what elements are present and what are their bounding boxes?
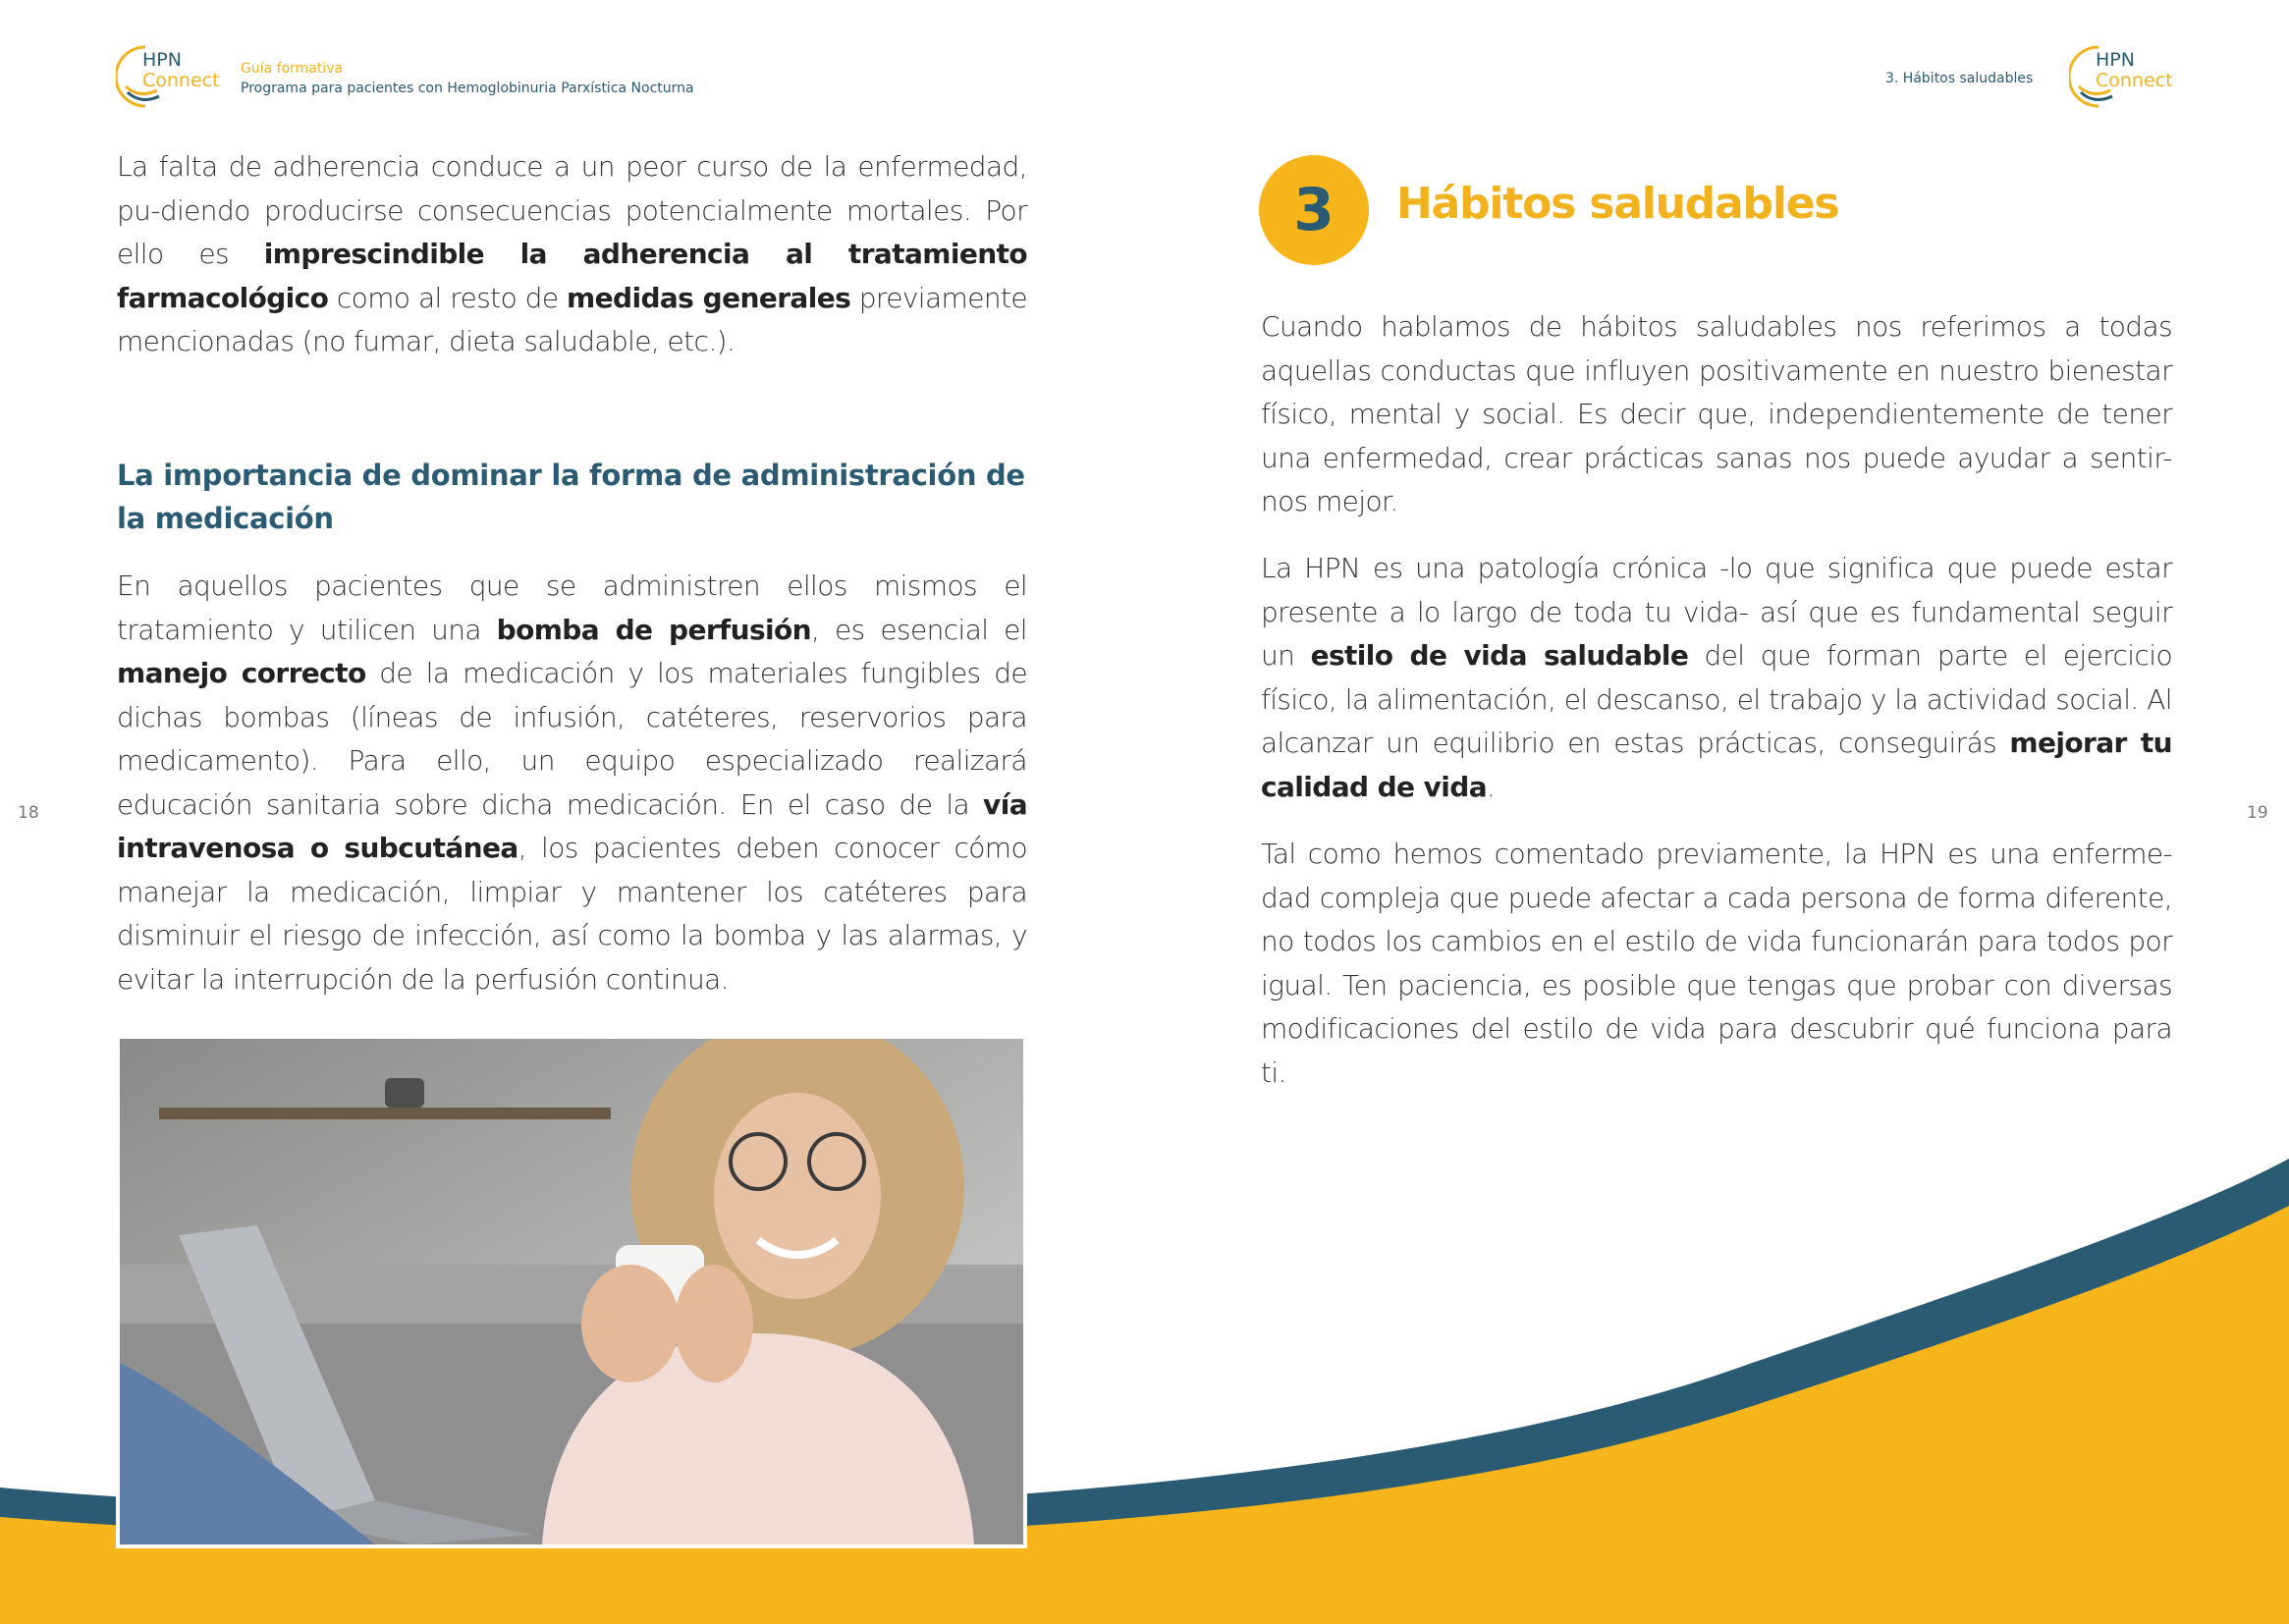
text-span: de la medicación y los materiales fungibles de dichas bombas (líneas de infusión, catéteres, reservorios para medicamento). Para ello, un equipo especializado realizará educación sanitaria sobre dicha medicación. En el caso de la (117, 657, 1027, 821)
text-span: como al resto de (328, 281, 568, 314)
photo-illustration (120, 1039, 1023, 1544)
guide-subtitle: Programa para pacientes con Hemoglobinuria Parxística Nocturna (241, 81, 694, 96)
bold-span: mejorar tu calidad de vida (1261, 727, 2172, 803)
chapter-title: Hábitos saludables (1396, 179, 1839, 229)
bold-span: medidas generales (567, 281, 851, 314)
text-span: previamente mencionadas (no fumar, dieta saludable, etc.). (117, 281, 1027, 357)
hpn-connect-logo (116, 43, 224, 122)
text-span: La falta de adherencia conduce a un peor curso de la enfermedad, pu-diendo producirse consecuencias potencialmente mortales. Por ello es (117, 150, 1027, 270)
bold-span: imprescindible la adherencia al tratamiento farmacológico (117, 238, 1027, 314)
guide-title: Guía formativa (241, 61, 344, 77)
left-paragraph-2 (117, 565, 1027, 1001)
right-paragraph-2 (1261, 547, 2172, 809)
bold-span: estilo de vida saludable (1310, 639, 1689, 672)
text-span: , es esencial el (811, 613, 1027, 646)
right-paragraph-3: Tal como hemos comentado previamente, la HPN es una enferme-dad compleja que puede afectar a cada persona de forma diferente, no todos los cambios en el estilo de vida funcionarán para todos por igual. Ten paciencia, es posible que tengas que probar con diversas modificaciones del estilo de vida para descubrir qué funciona para ti. (1261, 838, 2172, 1089)
page-number-left: 18 (18, 803, 39, 823)
chapter-number-circle (1259, 155, 1369, 265)
bold-span: vía intravenosa o subcutánea (117, 787, 1027, 864)
page-number-right: 19 (2247, 803, 2268, 823)
chapter-number: 3 (1293, 176, 1335, 244)
text-span: del que forman parte el ejercicio físico, la alimentación, el descanso, el trabajo y la actividad social. Al alcanzar un equilibrio en estas prácticas, conseguirás (1261, 639, 2172, 759)
left-subheading: La importancia de dominar la forma de administración de la medicación (117, 459, 1025, 535)
section-label-text: 3. Hábitos saludables (1885, 71, 2034, 86)
hpn-connect-logo-right (2069, 43, 2177, 122)
text-span: . (1487, 770, 1496, 803)
photo-frame (116, 1035, 1027, 1548)
left-paragraph-1 (117, 145, 1027, 364)
bold-span: manejo correcto (117, 657, 366, 689)
right-paragraph-1: Cuando hablamos de hábitos saludables nos referimos a todas aquellas conductas que influyen positivamente en nuestro bienestar físico, mental y social. Es decir que, independientemente de tener una enfermedad, crear prácticas sanas nos puede ayudar a sentir-nos mejor. (1261, 310, 2172, 517)
logo-connect-text: Connect (2096, 70, 2173, 91)
section-label (1885, 71, 2033, 86)
logo-hpn-text: HPN (2096, 49, 2135, 71)
text-span: La HPN es una patología crónica -lo que significa que puede estar presente a lo largo de toda tu vida- así que es fundamental seguir un (1261, 552, 2172, 672)
text-span: En aquellos pacientes que se administren ellos mismos el tratamiento y utilicen una (117, 569, 1027, 646)
bold-span: bomba de perfusión (496, 613, 812, 646)
logo-hpn-text: HPN (142, 49, 182, 71)
logo-connect-text: Connect (142, 70, 220, 91)
woman-with-cup-photo (120, 1039, 1023, 1544)
text-span: , los pacientes deben conocer cómo manejar la medicación, limpiar y mantener los catéteres para disminuir el riesgo de infección, así como la bomba y las alarmas, y evitar la interrupción de la perfusión continua. (117, 832, 1027, 996)
